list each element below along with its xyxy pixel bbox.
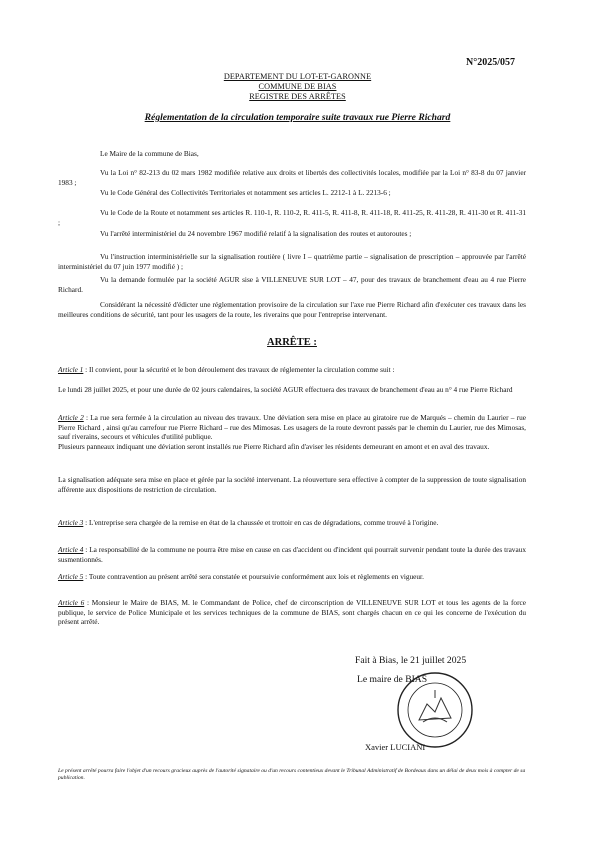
document-header — [150, 72, 445, 102]
article-label: Article 1 — [58, 365, 84, 374]
article-5 — [58, 572, 526, 582]
article-text: : La responsabilité de la commune ne pourra être mise en cause en cas d'accident ou d'incident qui pourrait survenir pendant toute la durée des travaux susmentionnés. — [58, 545, 526, 564]
article-label: Article 6 — [58, 598, 85, 607]
article-text: : Toute contravention au présent arrêté sera constatée et poursuivie conformément aux lois et règlements en vigueur. — [83, 572, 424, 581]
article-text: : L'entreprise sera chargée de la remise en état de la chaussée et trottoir en cas de dégradations, comme trouvé à l'origine. — [83, 518, 439, 527]
consideration-7: Considérant la nécessité d'édicter une réglementation provisoire de la circulation sur l'axe rue Pierre Richard afin d'exécuter ces travaux dans les meilleures conditions de sécurité, tant pour les usagers de la route, les riverains que pour l'entreprise intervenant. — [58, 300, 526, 319]
consideration-6: Vu la demande formulée par la société AGUR sise à VILLENEUVE SUR LOT – 47, pour des travaux de branchement d'eau au 4 rue Pierre Richard. — [58, 275, 526, 294]
article-2-detail-1: Plusieurs panneaux indiquant une déviation seront installés rue Pierre Richard afin d'aviser les résidents demeurant en amont et en aval des travaux. — [58, 442, 490, 451]
mayor-intro: Le Maire de la commune de Bias, — [100, 149, 199, 158]
article-6 — [58, 598, 526, 627]
consideration-2: Vu le Code Général des Collectivités Territoriales et notamment ses articles L. 2212-1 à L. 2213-6 ; — [100, 188, 391, 197]
mayor-name: Xavier LUCIANI — [365, 742, 426, 752]
consideration-3: Vu le Code de la Route et notamment ses articles R. 110-1, R. 110-2, R. 411-5, R. 411-8, R. 411-18, R. 411-25, R. 411-28, R. 411-30 et R. 411-31 ; — [58, 208, 526, 227]
place-and-date: Fait à Bias, le 21 juillet 2025 — [355, 655, 467, 666]
article-2-detail-2: La signalisation adéquate sera mise en place et gérée par la société intervenant. La réouverture sera effective à compter de la suppression de toute signalisation afférente aux dispositions de restriction de circulation. — [58, 475, 526, 494]
mayor-title: Le maire de BIAS — [357, 674, 428, 685]
article-3 — [58, 518, 526, 528]
consideration-4: Vu l'arrêté interministériel du 24 novembre 1967 modifié relatif à la signalisation des routes et autoroutes ; — [100, 229, 412, 238]
article-text: : Il convient, pour la sécurité et le bon déroulement des travaux de réglementer la circulation comme suit : — [83, 365, 395, 374]
legal-footer: Le présent arrêté pourra faire l'objet d'un recours gracieux auprès de l'autorité signataire ou d'un recours contentieux devant le Tribunal Administratif de Bordeaux dans un délai de deux mois à compter de sa publication. — [58, 768, 526, 782]
header-commune: COMMUNE DE BIAS — [258, 82, 337, 91]
municipal-seal-icon — [395, 670, 475, 750]
article-label: Article 2 — [58, 413, 84, 422]
article-1 — [58, 365, 526, 375]
article-text: : La rue sera fermée à la circulation au niveau des travaux. Une déviation sera mise en place au giratoire rue de Marqués – chemin du Laurier – rue Pierre Richard , ainsi qu'au carrefour rue Pierre Richard – rue des Mimosas. Les usagers de la route devront passés par le chemin du Laurier, rue des Mimosas, sauf riverains, secours et véhicules d'utilité publique. — [58, 413, 526, 442]
article-label: Article 4 — [58, 545, 84, 554]
article-4 — [58, 545, 526, 564]
article-label: Article 5 — [58, 572, 84, 581]
header-register: REGISTRE DES ARRÊTES — [249, 92, 346, 101]
article-1-detail: Le lundi 28 juillet 2025, et pour une durée de 02 jours calendaires, la société AGUR effectuera des travaux de branchement d'eau au n° 4 rue Pierre Richard — [58, 385, 513, 394]
consideration-5: Vu l'instruction interministérielle sur la signalisation routière ( livre I – quatrième partie – signalisation de prescription – approuvée par l'arrêté interministériel du 07 juin 1977 modifié ) ; — [58, 252, 526, 271]
decree-title: Réglementation de la circulation temporaire suite travaux rue Pierre Richard — [144, 112, 451, 123]
consideration-1: Vu la Loi n° 82-213 du 02 mars 1982 modifiée relative aux droits et libertés des collectivités locales, modifiée par la Loi n° 83-8 du 07 janvier 1983 ; — [58, 168, 526, 187]
header-department: DEPARTEMENT DU LOT-ET-GARONNE — [223, 72, 372, 81]
decree-number: N°2025/057 — [466, 57, 515, 68]
article-label: Article 3 — [58, 518, 84, 527]
article-2 — [58, 413, 526, 442]
arrete-heading: ARRÊTE : — [267, 337, 317, 348]
article-text: : Monsieur le Maire de BIAS, M. le Commandant de Police, chef de circonscription de VILLENEUVE SUR LOT et tous les agents de la force publique, le service de Police Municipale et les services techniques de la commune de BIAS, sont chargés chacun en ce qui les concerne de l'exécution du présent arrêté. — [58, 598, 526, 627]
